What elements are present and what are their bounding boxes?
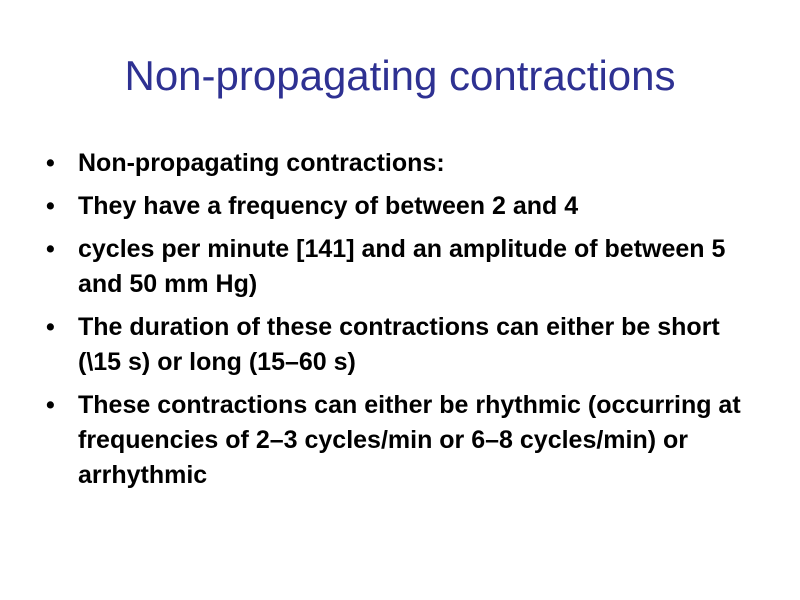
bullet-item <box>46 232 756 302</box>
bullet-text: These contractions can either be rhythmic (occurring at frequencies of 2–3 cycles/min or 6–8 cycles/min) or arrhythmic <box>78 391 741 489</box>
bullet-dot-icon: • <box>46 235 55 263</box>
bullet-list <box>46 146 756 501</box>
bullet-text: Non-propagating contractions: <box>78 149 445 177</box>
bullet-item <box>46 189 756 224</box>
bullet-text: The duration of these contractions can either be short (\15 s) or long (15–60 s) <box>78 313 720 376</box>
bullet-dot-icon: • <box>46 192 55 220</box>
bullet-dot-icon: • <box>46 313 55 341</box>
bullet-item <box>46 388 756 493</box>
bullet-text: cycles per minute [141] and an amplitude of between 5 and 50 mm Hg) <box>78 235 726 298</box>
bullet-dot-icon: • <box>46 149 55 177</box>
bullet-dot-icon: • <box>46 391 55 419</box>
bullet-item <box>46 146 756 181</box>
slide-title: Non-propagating contractions <box>124 52 676 99</box>
bullet-text: They have a frequency of between 2 and 4 <box>78 192 579 220</box>
bullet-item <box>46 310 756 380</box>
